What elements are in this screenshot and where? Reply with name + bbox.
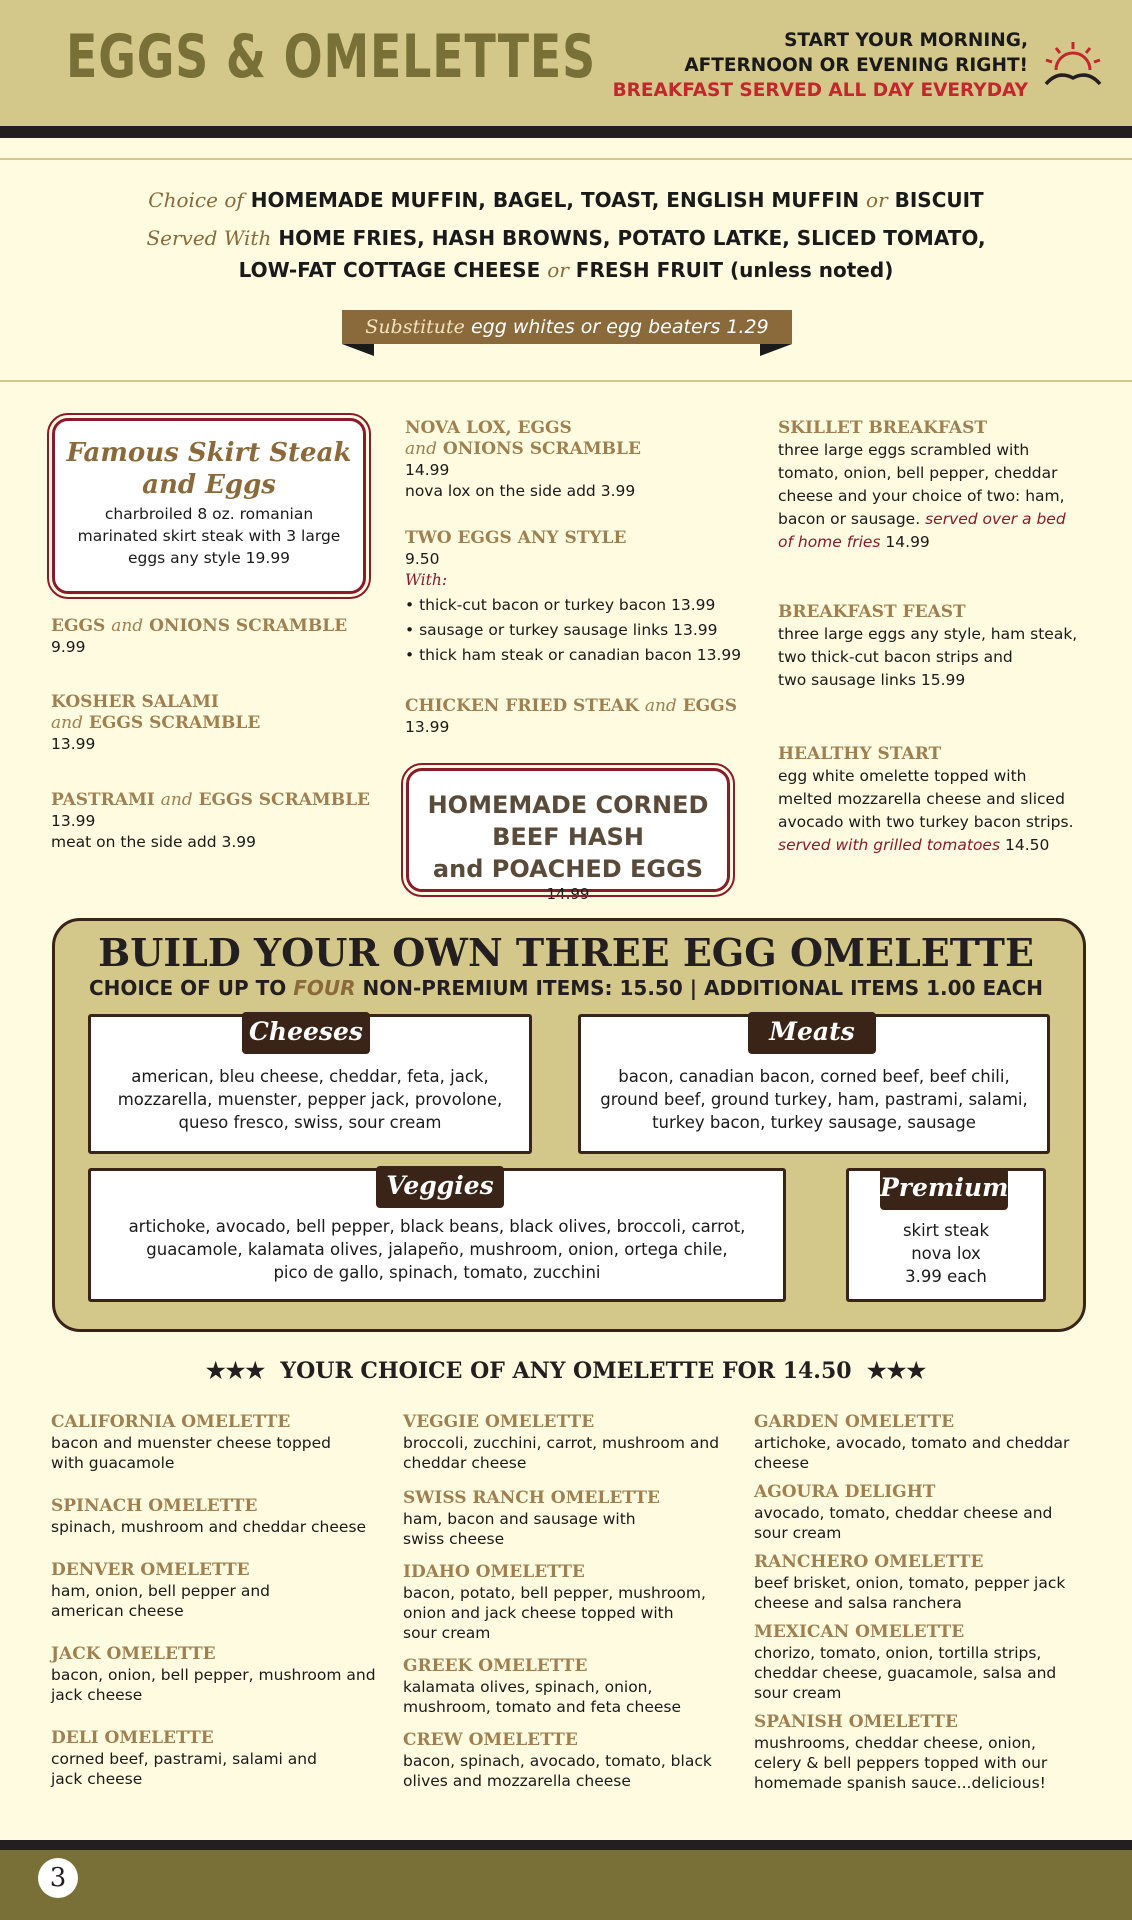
menu-item: KOSHER SALAMI and EGGS SCRAMBLE 13.99 [51, 692, 261, 753]
menu-item: EGGS and ONIONS SCRAMBLE 9.99 [51, 616, 348, 656]
omelette-item: GARDEN OMELETTE artichoke, avocado, tomato and cheddar cheese [754, 1412, 1070, 1472]
sunrise-icon [1042, 40, 1104, 92]
item-price: 13.99 [51, 735, 96, 753]
tagline-line2: AFTERNOON OR EVENING RIGHT! [684, 55, 1028, 76]
omelette-item: CALIFORNIA OMELETTE bacon and muenster cheese topped with guacamole [51, 1412, 332, 1472]
mid-rule [0, 380, 1132, 382]
premium-label: Premium [880, 1168, 1008, 1210]
menu-item: SKILLET BREAKFAST three large eggs scrambled with tomato, onion, bell pepper, cheddar cheese and your choice of two: ham, bacon or sausage. served over a bed of home fries 14.99 [778, 418, 1066, 551]
top-rule [0, 158, 1132, 160]
tagline [613, 28, 1028, 103]
sides-info [0, 184, 1132, 286]
footer [0, 1850, 1132, 1920]
omelette-choice-heading: ★★★ YOUR CHOICE OF ANY OMELETTE FOR 14.50 ★★★ [205, 1358, 927, 1384]
featured-name1: Famous Skirt Steak [66, 438, 352, 468]
banner-tail-left [342, 344, 374, 356]
cheeses-label: Cheeses [242, 1012, 370, 1054]
item-note: meat on the side add 3.99 [51, 833, 257, 851]
tagline-line3: BREAKFAST SERVED ALL DAY EVERYDAY [612, 80, 1028, 101]
omelette-item: SPINACH OMELETTE spinach, mushroom and cheddar cheese [51, 1496, 367, 1536]
substitute-banner: Substitute egg whites or egg beaters 1.29 [342, 310, 792, 344]
menu-item: NOVA LOX, EGGS and ONIONS SCRAMBLE 14.99 nova lox on the side add 3.99 [405, 418, 641, 500]
omelette-item: DELI OMELETTE corned beef, pastrami, salami and jack cheese [51, 1728, 317, 1788]
cheeses-panel: american, bleu cheese, cheddar, feta, jack, mozzarella, muenster, pepper jack, provolone, queso fresco, swiss, sour cream [88, 1014, 532, 1154]
veggies-panel: artichoke, avocado, bell pepper, black beans, black olives, broccoli, carrot, guacamole, kalamata olives, jalapeño, mushroom, onion, ortega chile, pico de gallo, spinach, tomato, zucchini [88, 1168, 786, 1302]
veggies-label: Veggies [376, 1166, 504, 1208]
omelette-item: VEGGIE OMELETTE broccoli, zucchini, carrot, mushroom and cheddar cheese [403, 1412, 720, 1472]
omelette-item: CREW OMELETTE bacon, spinach, avocado, tomato, black olives and mozzarella cheese [403, 1730, 712, 1790]
build-subtitle: CHOICE OF UP TO FOUR NON-PREMIUM ITEMS: 15.50 | ADDITIONAL ITEMS 1.00 EACH [88, 976, 1043, 1000]
menu-item: BREAKFAST FEAST three large eggs any style, ham steak, two thick-cut bacon strips and two sausage links 15.99 [778, 602, 1078, 689]
featured-corned-beef-hash: HOMEMADE CORNED BEEF HASH and POACHED EGGS 14.99 [406, 768, 730, 892]
item-price: 13.99 [51, 812, 96, 830]
omelette-item: AGOURA DELIGHT avocado, tomato, cheddar cheese and sour cream [754, 1482, 1053, 1542]
served-line: Served With HOME FRIES, HASH BROWNS, POTATO LATKE, SLICED TOMATO, [146, 226, 986, 250]
omelette-item: RANCHERO OMELETTE beef brisket, onion, tomato, pepper jack cheese and salsa ranchera [754, 1552, 1066, 1612]
header-divider [0, 126, 1132, 138]
premium-panel: skirt steak nova lox 3.99 each [846, 1168, 1046, 1302]
featured-desc2: marinated skirt steak with 3 large [77, 527, 341, 545]
omelette-item: SPANISH OMELETTE mushrooms, cheddar cheese, onion, celery & bell peppers topped with our homemade spanish sauce...delicious! [754, 1712, 1048, 1792]
omelette-item: DENVER OMELETTE ham, onion, bell pepper and american cheese [51, 1560, 271, 1620]
footer-divider [0, 1840, 1132, 1850]
served-line2: LOW-FAT COTTAGE CHEESE or FRESH FRUIT (unless noted) [238, 258, 894, 282]
menu-item: PASTRAMI and EGGS SCRAMBLE 13.99 meat on the side add 3.99 [51, 790, 370, 851]
meats-panel: bacon, canadian bacon, corned beef, beef chili, ground beef, ground turkey, ham, pastrami, salami, turkey bacon, turkey sausage, sausage [578, 1014, 1050, 1154]
page-title: EGGS & OMELETTES [66, 22, 597, 92]
omelette-item: SWISS RANCH OMELETTE ham, bacon and sausage with swiss cheese [403, 1488, 660, 1548]
featured-name2: and Eggs [142, 470, 276, 500]
omelette-item: GREEK OMELETTE kalamata olives, spinach, onion, mushroom, tomato and feta cheese [403, 1656, 682, 1716]
item-price: 9.99 [51, 638, 86, 656]
featured-desc1: charbroiled 8 oz. romanian [104, 505, 314, 523]
omelette-item: MEXICAN OMELETTE chorizo, tomato, onion, tortilla strips, cheddar cheese, guacamole, salsa and sour cream [754, 1622, 1057, 1702]
omelette-item: IDAHO OMELETTE bacon, potato, bell pepper, mushroom, onion and jack cheese topped with sour cream [403, 1562, 706, 1642]
featured-desc3: eggs any style 19.99 [127, 549, 291, 567]
build-title: BUILD YOUR OWN THREE EGG OMELETTE [98, 930, 1034, 975]
tagline-line1: START YOUR MORNING, [784, 30, 1028, 51]
choice-line: Choice of HOMEMADE MUFFIN, BAGEL, TOAST, ENGLISH MUFFIN or BISCUIT [148, 188, 984, 212]
omelette-item: JACK OMELETTE bacon, onion, bell pepper, mushroom and jack cheese [51, 1644, 376, 1704]
menu-item: HEALTHY START egg white omelette topped with melted mozzarella cheese and sliced avocado with two turkey bacon strips. served with grilled tomatoes 14.50 [778, 744, 1074, 854]
menu-item: TWO EGGS ANY STYLE 9.50 With: • thick-cut bacon or turkey bacon 13.99 • sausage or turkey sausage links 13.99 • thick ham steak or canadian bacon 13.99 [405, 528, 742, 664]
meats-label: Meats [748, 1012, 876, 1054]
featured-skirt-steak [52, 418, 366, 594]
banner-tail-right [760, 344, 792, 356]
menu-item: CHICKEN FRIED STEAK and EGGS 13.99 [405, 696, 737, 736]
page-number: 3 [38, 1858, 78, 1898]
